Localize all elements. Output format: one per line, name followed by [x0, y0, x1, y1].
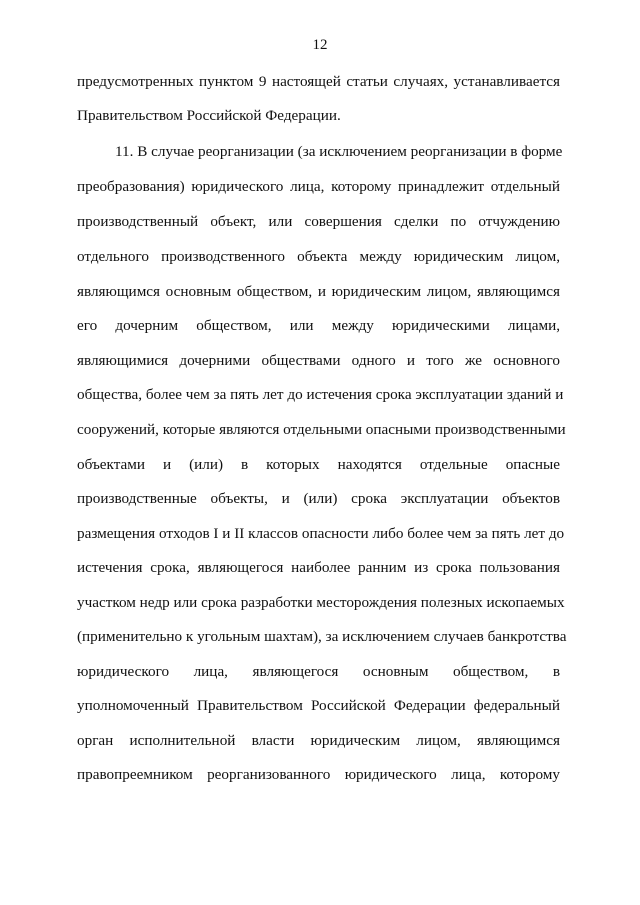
- text-line: Правительством Российской Федерации.: [77, 107, 341, 124]
- text-line: являющимися дочерними обществами одного и того же основного: [77, 352, 560, 369]
- text-line: сооружений, которые являются отдельными опасными производственными: [77, 421, 566, 438]
- text-line: орган исполнительной власти юридическим лицом, являющимся: [77, 732, 560, 749]
- text-line: отдельного производственного объекта между юридическим лицом,: [77, 248, 560, 265]
- text-line: правопреемником реорганизованного юридического лица, которому: [77, 766, 560, 783]
- text-line: участком недр или срока разработки месторождения полезных ископаемых: [77, 594, 565, 611]
- text-line: 11. В случае реорганизации (за исключением реорганизации в форме: [115, 143, 563, 160]
- text-line: объектами и (или) в которых находятся отдельные опасные: [77, 456, 560, 473]
- text-line: его дочерним обществом, или между юридическими лицами,: [77, 317, 560, 334]
- text-line: уполномоченный Правительством Российской Федерации федеральный: [77, 697, 560, 714]
- page-number: 12: [312, 37, 328, 53]
- text-line: являющимся основным обществом, и юридическим лицом, являющимся: [77, 283, 560, 300]
- text-line: юридического лица, являющегося основным обществом, в: [77, 663, 560, 680]
- text-line: размещения отходов I и II классов опасности либо более чем за пять лет до: [77, 525, 565, 542]
- text-line: преобразования) юридического лица, которому принадлежит отдельный: [77, 178, 560, 195]
- text-line: истечения срока, являющегося наиболее ранним из срока пользования: [77, 559, 560, 576]
- text-line: производственные объекты, и (или) срока эксплуатации объектов: [77, 490, 560, 507]
- text-line: производственный объект, или совершения сделки по отчуждению: [77, 213, 560, 230]
- text-line: общества, более чем за пять лет до истечения срока эксплуатации зданий и: [77, 386, 564, 403]
- text-line: (применительно к угольным шахтам), за исключением случаев банкротства: [77, 628, 567, 645]
- text-line: предусмотренных пунктом 9 настоящей статьи случаях, устанавливается: [77, 73, 560, 90]
